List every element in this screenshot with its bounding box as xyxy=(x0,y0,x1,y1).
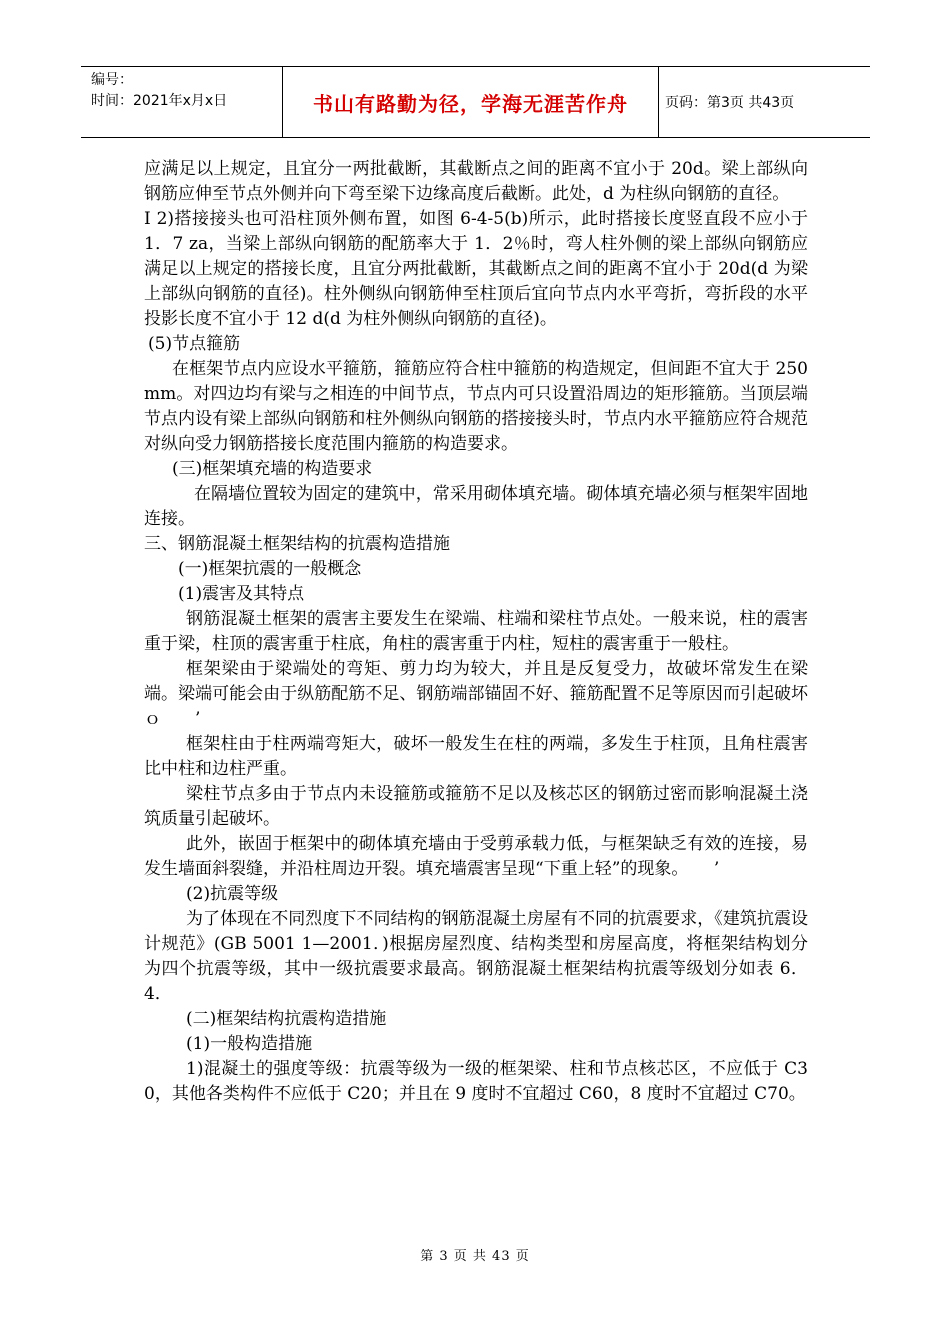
document-number-label: 编号： xyxy=(91,72,133,88)
paragraph: 1)混凝土的强度等级：抗震等级为一级的框架梁、柱和节点核芯区，不应低于 C30，其他各类构件不应低于 C20；并且在 9 度时不宜超过 C60，8 度时不宜超过 C70。 xyxy=(144,1059,808,1104)
paragraph: 此外，嵌固于框架中的砌体填充墙由于受剪承载力低，与框架缺乏有效的连接，易发生墙面斜裂缝，并沿柱周边开裂。填充墙震害呈现“下重上轻”的现象。 ’ xyxy=(144,834,808,879)
paragraph: 钢筋混凝土框架的震害主要发生在梁端、柱端和梁柱节点处。一般来说，柱的震害重于梁，柱顶的震害重于柱底，角柱的震害重于内柱，短柱的震害重于一般柱。 xyxy=(144,609,808,654)
section-heading: (三)框架填充墙的构造要求 xyxy=(172,459,373,479)
section-heading: (2)抗震等级 xyxy=(186,884,279,904)
header-meta xyxy=(91,70,227,112)
header-motto: 书山有路勤为径，学海无涯苦作舟 xyxy=(313,91,628,116)
page-header xyxy=(81,66,870,138)
paragraph: 梁柱节点多由于节点内未设箍筋或箍筋不足以及核芯区的钢筋过密而影响混凝土浇筑质量引起破坏。 xyxy=(144,784,808,829)
section-heading: (5)节点箍筋 xyxy=(148,334,241,354)
paragraph: 为了体现在不同烈度下不同结构的钢筋混凝土房屋有不同的抗震要求，《建筑抗震设计规范》(GB 5001 1—2001．)根据房屋烈度、结构类型和房屋高度，将框架结构划分为四个抗震等级，其中一级抗震要求最高。钢筋混凝土框架结构抗震等级划分如表 6．4． xyxy=(144,909,808,1004)
paragraph: 框架梁由于梁端处的弯矩、剪力均为较大，并且是反复受力，故破坏常发生在梁端。梁端可能会由于纵筋配筋不足、钢筋端部锚固不好、箍筋配置不足等原因而引起破坏ｏ ’ xyxy=(144,659,808,729)
page-footer: 第 3 页 共 43 页 xyxy=(420,1249,530,1264)
document-time-label: 时间：2021年x月x日 xyxy=(91,93,228,109)
header-motto-cell xyxy=(282,67,659,137)
section-heading: (1)震害及其特点 xyxy=(178,584,305,604)
section-heading: (二)框架结构抗震构造措施 xyxy=(186,1009,387,1029)
paragraph: 在框架节点内应设水平箍筋，箍筋应符合柱中箍筋的构造规定，但间距不宜大于 250 mm。对四边均有梁与之相连的中间节点，节点内可只设置沿周边的矩形箍筋。当顶层端节点内设有梁上部纵向钢筋和柱外侧纵向钢筋的搭接接头时，节点内水平箍筋应符合规范对纵向受力钢筋搭接长度范围内箍筋的构造要求。 xyxy=(144,359,808,454)
paragraph: 应满足以上规定，且宜分一两批截断，其截断点之间的距离不宜小于 20d。梁上部纵向钢筋应伸至节点外侧并向下弯至梁下边缘高度后截断。此处，d 为柱纵向钢筋的直径。 xyxy=(144,159,808,204)
section-heading: 三、钢筋混凝土框架结构的抗震构造措施 xyxy=(144,534,450,554)
section-heading: (1)一般构造措施 xyxy=(186,1034,313,1054)
paragraph: I 2)搭接接头也可沿柱顶外侧布置，如图 6-4-5(b)所示，此时搭接长度竖直段不应小于 1．7 za，当梁上部纵向钢筋的配筋率大于 1．2％时，弯人柱外侧的梁上部纵向钢筋应满足以上规定的搭接长度，且宜分两批截断，其截断点之间的距离不宜小于 20d(d 为梁上部纵向钢筋的直径)。柱外侧纵向钢筋伸至柱顶后宜向节点内水平弯折，弯折段的水平投影长度不宜小于 12 d(d 为柱外侧纵向钢筋的直径)。 xyxy=(144,209,808,329)
document-body xyxy=(144,157,808,1107)
section-heading: (一)框架抗震的一般概念 xyxy=(178,559,362,579)
paragraph: 在隔墙位置较为固定的建筑中，常采用砌体填充墙。砌体填充墙必须与框架牢固地连接。 xyxy=(144,484,808,529)
header-page-info: 页码：第3页 共43页 xyxy=(665,95,795,111)
paragraph: 框架柱由于柱两端弯矩大，破坏一般发生在柱的两端，多发生于柱顶，且角柱震害比中柱和边柱严重。 xyxy=(144,734,808,779)
